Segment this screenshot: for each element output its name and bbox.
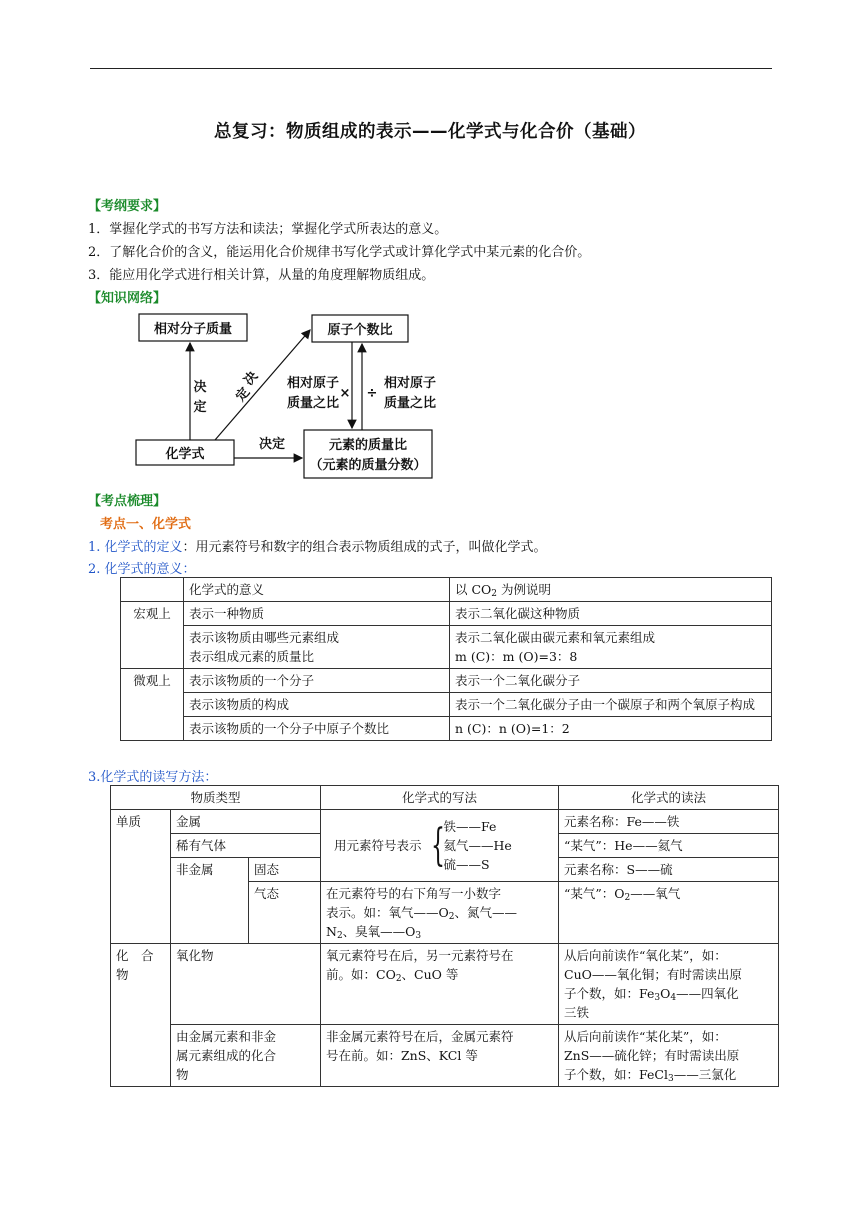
cell-line: 号在前。如：ZnS、KCl 等 bbox=[326, 1048, 478, 1063]
cell-mn-read bbox=[559, 1025, 779, 1087]
header-example bbox=[450, 578, 772, 602]
cell-mn-type bbox=[171, 1025, 321, 1087]
brace-icon: { bbox=[430, 819, 445, 871]
table-cell bbox=[450, 626, 772, 669]
cell-line: CuO——氧化铜；有时需读出原 bbox=[564, 967, 742, 982]
cell-oxide-read bbox=[559, 944, 779, 1025]
cell-gas: 气态 bbox=[249, 882, 321, 944]
cell-line: 化 合 bbox=[116, 948, 154, 963]
cell-metal: 金属 bbox=[171, 810, 321, 834]
table-cell: 表示一个二氧化碳分子由一个碳原子和两个氧原子构成 bbox=[450, 693, 772, 717]
box-atom-ratio-label: 原子个数比 bbox=[327, 323, 393, 338]
cell-line: 非金属元素符号在后，金属元素符 bbox=[326, 1029, 514, 1044]
read-fe: 元素名称：Fe——铁 bbox=[559, 810, 779, 834]
cell-line bbox=[564, 1065, 773, 1084]
cell-oxide-write bbox=[321, 944, 559, 1025]
section-requirements: 【考纲要求】 bbox=[88, 199, 167, 214]
table-cell: 表示二氧化碳这种物质 bbox=[450, 602, 772, 626]
requirement-2: 2．了解化合价的含义，能运用化合价规律书写化学式或计算化学式中某元素的化合价。 bbox=[88, 245, 591, 260]
cell-sub: 2 bbox=[448, 912, 455, 922]
box-relative-mass-label: 相对分子质量 bbox=[153, 322, 233, 337]
label-ratio-left-2: 质量之比 bbox=[286, 396, 340, 411]
table-cell: 表示该物质的一个分子中原子个数比 bbox=[184, 717, 450, 741]
section-points: 【考点梳理】 bbox=[88, 494, 167, 509]
cell-text: O bbox=[660, 986, 671, 1001]
table-row bbox=[111, 810, 779, 834]
meaning-table bbox=[120, 577, 772, 741]
example-he: 氦气——He bbox=[443, 838, 512, 853]
label-decide-vertical-1: 决 bbox=[193, 380, 207, 395]
read-o2 bbox=[559, 882, 779, 944]
cell-line: 属元素组成的化合 bbox=[176, 1048, 277, 1063]
cell-line: 表示二氧化碳由碳元素和氧元素组成 bbox=[455, 630, 656, 645]
label-ratio-right-2: 质量之比 bbox=[383, 396, 437, 411]
cell-line bbox=[326, 922, 553, 941]
cell-sub: 3 bbox=[415, 931, 422, 941]
cell-sub: 3 bbox=[667, 1074, 674, 1084]
table-row bbox=[121, 693, 772, 717]
header-rule bbox=[90, 68, 772, 69]
table-cell: n (C)：n (O)=1：2 bbox=[450, 717, 772, 741]
requirement-1: 1．掌握化学式的书写方法和读法；掌握化学式所表达的意义。 bbox=[88, 222, 448, 237]
cell-sub: 2 bbox=[624, 893, 631, 903]
cell-text: 表示。如：氧气——O bbox=[326, 905, 449, 920]
table-row bbox=[121, 717, 772, 741]
table-cell: 表示该物质的构成 bbox=[184, 693, 450, 717]
table-row bbox=[121, 669, 772, 693]
cell-line bbox=[326, 903, 553, 922]
cell-text: N bbox=[326, 924, 337, 939]
header-type: 物质类型 bbox=[111, 786, 321, 810]
requirement-3: 3．能应用化学式进行相关计算，从量的角度理解物质组成。 bbox=[88, 268, 435, 283]
cell-line: 物 bbox=[176, 1067, 189, 1082]
cell-text: 子个数，如：Fe bbox=[564, 986, 655, 1001]
cell-text: ——三氯化 bbox=[673, 1067, 737, 1082]
cell-text: 、臭氧——O bbox=[342, 924, 416, 939]
read-s: 元素名称：S——硫 bbox=[559, 858, 779, 882]
cell-write-symbol bbox=[321, 810, 559, 882]
box-mass-ratio-label-2: （元素的质量分数） bbox=[309, 458, 427, 473]
cell-sub: 2 bbox=[395, 974, 402, 984]
example-fe: 铁——Fe bbox=[443, 819, 497, 834]
label-decide-vertical-2: 定 bbox=[193, 400, 207, 415]
table-row bbox=[121, 626, 772, 669]
table-row bbox=[111, 1025, 779, 1087]
cell-line: 由金属元素和非金 bbox=[176, 1029, 277, 1044]
cell-noble: 稀有气体 bbox=[171, 834, 321, 858]
table-cell: 表示一种物质 bbox=[184, 602, 450, 626]
kd1-meaning-heading bbox=[88, 558, 196, 577]
label-decide-diag-2: 定 bbox=[233, 384, 254, 405]
table-row bbox=[121, 578, 772, 602]
cell-line bbox=[564, 984, 773, 1003]
label-divide: ÷ bbox=[366, 386, 378, 401]
cell-line: 物 bbox=[116, 967, 129, 982]
cell-mn-write bbox=[321, 1025, 559, 1087]
cell-gas-write bbox=[321, 882, 559, 944]
cell-sub: 2 bbox=[336, 931, 343, 941]
table-row bbox=[121, 602, 772, 626]
cell-line: m (C)：m (O)=3：8 bbox=[455, 649, 578, 664]
label-times: × bbox=[339, 386, 351, 401]
label-ratio-left-1: 相对原子 bbox=[286, 376, 340, 391]
row-micro: 微观上 bbox=[121, 669, 184, 741]
kd1-meaning-colon: ： bbox=[182, 562, 196, 577]
kd1-rw-heading bbox=[88, 766, 217, 785]
cell-line: ZnS——硫化锌；有时需读出原 bbox=[564, 1048, 740, 1063]
header-example-pre: 以 CO bbox=[455, 582, 492, 597]
kd1-rw-colon: ： bbox=[204, 770, 218, 785]
cell-text: 子个数，如：FeCl bbox=[564, 1067, 668, 1082]
cell-text: “某气”：O bbox=[564, 886, 625, 901]
cell-text: ——氧气 bbox=[630, 886, 681, 901]
table-row bbox=[111, 944, 779, 1025]
header-meaning: 化学式的意义 bbox=[184, 578, 450, 602]
page-title: 总复习：物质组成的表示——化学式与化合价（基础） bbox=[214, 122, 646, 142]
table-cell bbox=[184, 626, 450, 669]
kd1-definition bbox=[88, 536, 547, 555]
label-ratio-right-1: 相对原子 bbox=[383, 376, 437, 391]
cell-text: 、氮气—— bbox=[454, 905, 517, 920]
cell-line: 从后向前读作“氧化某”，如： bbox=[564, 948, 727, 963]
example-s: 硫——S bbox=[443, 857, 490, 872]
header-write: 化学式的写法 bbox=[321, 786, 559, 810]
table-row bbox=[111, 786, 779, 810]
kd1-meaning-label: 2. 化学式的意义 bbox=[88, 562, 183, 577]
table-cell: 表示一个二氧化碳分子 bbox=[450, 669, 772, 693]
cell-line: 三铁 bbox=[564, 1005, 590, 1020]
cell-nonmetal: 非金属 bbox=[171, 858, 249, 944]
cell-compound bbox=[111, 944, 171, 1087]
cell-sub: 3 bbox=[654, 993, 661, 1003]
cell-line: 表示组成元素的质量比 bbox=[189, 649, 315, 664]
cell-simple: 单质 bbox=[111, 810, 171, 944]
symbol-examples bbox=[444, 817, 512, 874]
cell-text: 、CuO 等 bbox=[401, 967, 459, 982]
cell-solid: 固态 bbox=[249, 858, 321, 882]
cell-line: 表示该物质由哪些元素组成 bbox=[189, 630, 340, 645]
cell-line: 从后向前读作“某化某”，如： bbox=[564, 1029, 727, 1044]
kd1-heading: 考点一、化学式 bbox=[100, 517, 192, 532]
cell-text: 前。如：CO bbox=[326, 967, 396, 982]
header-read: 化学式的读法 bbox=[559, 786, 779, 810]
cell-line bbox=[326, 965, 553, 984]
kd1-rw-label: 3.化学式的读写方法 bbox=[88, 770, 205, 785]
label-decide-horizontal: 决定 bbox=[258, 437, 286, 452]
row-macro: 宏观上 bbox=[121, 602, 184, 669]
kd1-def-text: ：用元素符号和数字的组合表示物质组成的式子，叫做化学式。 bbox=[182, 540, 547, 555]
kd1-def-label: 1. 化学式的定义 bbox=[88, 540, 183, 555]
read-write-table bbox=[110, 785, 779, 1087]
box-mass-ratio-label-1: 元素的质量比 bbox=[328, 438, 408, 453]
cell-line: 氧元素符号在后，另一元素符号在 bbox=[326, 948, 514, 963]
table-cell: 表示该物质的一个分子 bbox=[184, 669, 450, 693]
label-decide-diag-1: 决 bbox=[241, 368, 262, 389]
header-example-post: 为例说明 bbox=[497, 582, 552, 597]
cell-text: ——四氧化 bbox=[676, 986, 739, 1001]
knowledge-network-diagram bbox=[130, 305, 440, 485]
section-network: 【知识网络】 bbox=[88, 291, 167, 306]
cell-line: 在元素符号的右下角写一小数字 bbox=[326, 886, 502, 901]
read-he: “某气”：He——氦气 bbox=[559, 834, 779, 858]
header-example-sub: 2 bbox=[491, 589, 498, 599]
box-formula-label: 化学式 bbox=[165, 447, 205, 462]
cell-oxide: 氧化物 bbox=[171, 944, 321, 1025]
cell-sub: 4 bbox=[670, 993, 677, 1003]
write-symbol-text: 用元素符号表示 bbox=[334, 838, 422, 853]
